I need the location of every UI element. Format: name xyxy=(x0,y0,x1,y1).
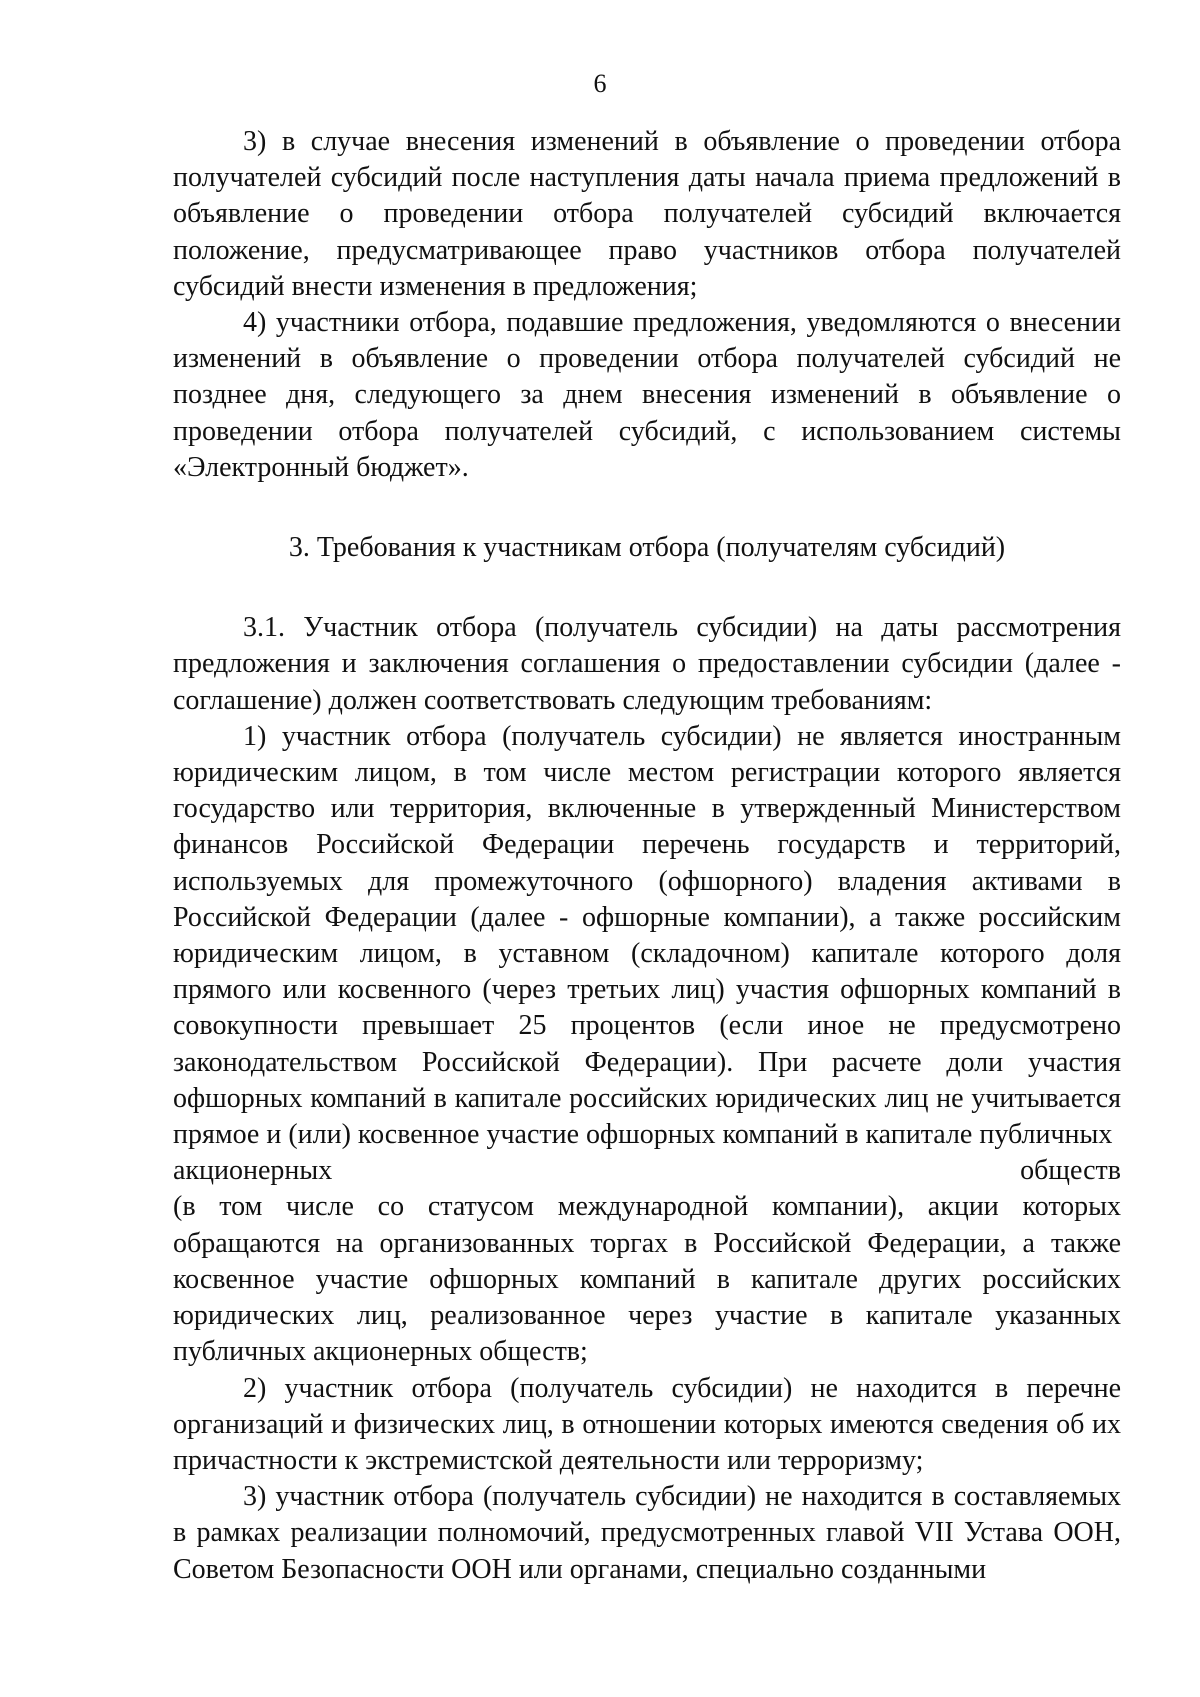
paragraph-item-4-notification: 4) участники отбора, подавшие предложения, уведомляются о внесении изменений в объявление о проведении отбора получателей субсидий не позднее дня, следующего за днем внесения изменений в объявление о проведении отбора получателей субсидий, с использованием системы «Электронный бюджет». xyxy=(173,307,1121,483)
split-line-left-word: акционерных xyxy=(173,1155,333,1187)
requirement-item-1-part-2: (в том числе со статусом международной компании), акции которых обращаются на организованных торгах в Российской Федерации, а также косвенное участие офшорных компаний в капитале других российских юридических лиц, реализованное через участие в капитале указанных публичных акционерных обществ; xyxy=(173,1191,1121,1368)
requirement-item-2: 2) участник отбора (получатель субсидии) не находится в перечне организаций и физических лиц, в отношении которых имеются сведения об их причастности к экстремистской деятельности или терроризму; xyxy=(173,1372,1121,1476)
section-heading: 3. Требования к участникам отбора (получателям субсидий) xyxy=(288,532,1006,564)
requirement-item-1-part-1: 1) участник отбора (получатель субсидии) не является иностранным юридическим лицом, в том числе местом регистрации которого является государство или территория, включенные в утвержденный Министерством финансов Российской Федерации перечень государств и территорий, используемых для промежуточного (офшорного) владения активами в Российской Федерации (далее - офшорные компании), а также российским юридическим лицом, в уставном (складочном) капитале которого доля прямого или косвенного (через третьих лиц) участия офшорных компаний в совокупности превышает 25 процентов (если иное не предусмотрено законодательством Российской Федерации). При расчете доли участия офшорных компаний в капитале российских юридических лиц не учитывается прямое и (или) косвенное участие офшорных компаний в капитале публичных xyxy=(173,720,1121,1151)
requirement-item-3: 3) участник отбора (получатель субсидии) не находится в составляемых в рамках реализации полномочий, предусмотренных главой VII Устава ООН, Советом Безопасности ООН или органами, специально созданными xyxy=(173,1481,1121,1585)
requirement-item-1-split-line xyxy=(173,1153,1121,1189)
paragraph-3-1: 3.1. Участник отбора (получатель субсидии) на даты рассмотрения предложения и заключения соглашения о предоставлении субсидии (далее - соглашение) должен соответствовать следующим требованиям: xyxy=(173,612,1121,716)
page-number: 6 xyxy=(593,69,607,98)
split-line-right-word: обществ xyxy=(1020,1155,1121,1187)
paragraph-item-3-changes: 3) в случае внесения изменений в объявление о проведении отбора получателей субсидий после наступления даты начала приема предложений в объявление о проведении отбора получателей субсидий включается положение, предусматривающее право участников отбора получателей субсидий внести изменения в предложения; xyxy=(173,126,1121,302)
document-body xyxy=(173,124,1121,1588)
